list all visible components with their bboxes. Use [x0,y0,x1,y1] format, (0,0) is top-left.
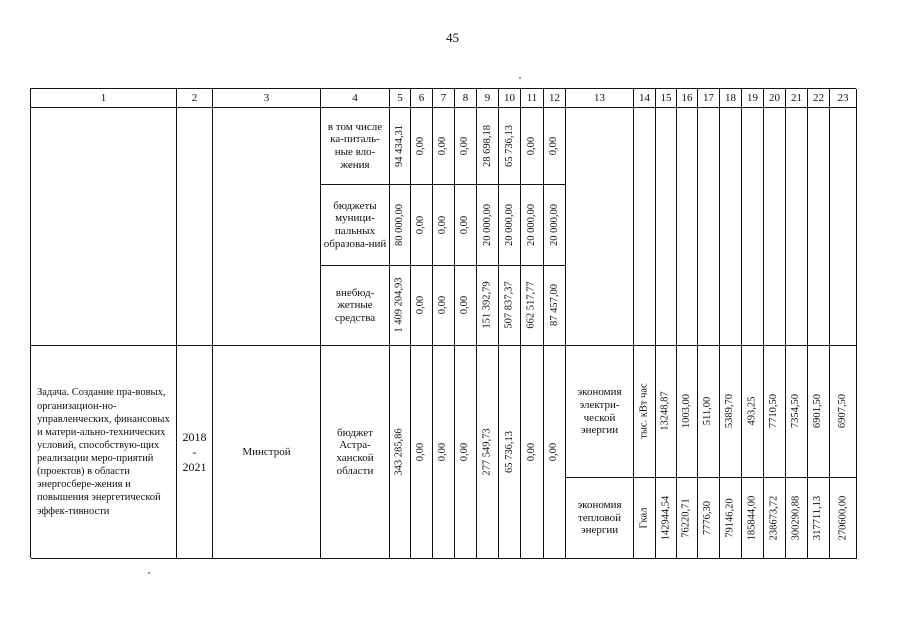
funding-value-cell-text: 0,00 [459,215,471,235]
funding-value-cell [455,266,477,346]
empty-cell [656,108,677,346]
empty-cell [720,108,742,346]
header-cell-14 [634,89,656,108]
header-cell-23 [830,89,857,108]
indicator-value-cell [830,346,857,478]
funding-value-cell-text: 0,00 [548,136,560,156]
indicator-unit-text: Гкал [638,507,650,529]
header-cell-20 [764,89,786,108]
header-cell-1 [31,89,177,108]
page-number: 45 [446,30,459,45]
funding-value-cell [433,185,455,266]
header-cell-5-text: 5 [397,91,403,104]
indicator-value-cell-text: 511,00 [702,397,714,426]
indicator-value-cell [764,346,786,478]
header-cell-12-text: 12 [549,91,560,104]
funding-value-cell [411,108,433,185]
indicator-value-cell [742,478,764,559]
funding-value-cell-text: 20 000,00 [503,204,515,246]
funding-value-cell [544,108,566,185]
task-value-cell-text: 0,00 [437,442,449,462]
header-cell-17 [698,89,720,108]
indicator-value-cell [786,478,808,559]
task-value-cell-text: 343 285,86 [393,428,405,476]
funding-value-cell [411,185,433,266]
task-value-cell [477,346,499,559]
header-cell-4-text: 4 [352,91,358,104]
task-funding-source [321,346,390,559]
indicator-unit [634,478,656,559]
indicator-value-cell [786,346,808,478]
funding-value-cell [433,266,455,346]
header-cell-10 [499,89,521,108]
task-value-cell [455,346,477,559]
funding-value-cell-text: 0,00 [437,215,449,235]
scan-speck [519,77,521,79]
header-cell-3-text: 3 [263,91,270,104]
header-cell-18-text: 18 [725,91,736,104]
funding-value-cell-text: 65 736,13 [503,125,515,167]
indicator-value-cell [764,478,786,559]
indicator-name-text: экономия тепловой энергии [577,499,622,537]
indicator-value-cell-text: 1003,00 [680,394,692,429]
funding-value-cell [499,108,521,185]
header-cell-2-text: 2 [191,91,198,104]
header-cell-9-text: 9 [484,91,491,104]
indicator-value-cell [656,346,677,478]
indicator-unit-text: тыс. кВт час [638,383,650,440]
funding-value-cell-text: 20 000,00 [481,204,493,246]
funding-value-cell-text: 0,00 [437,296,449,315]
funding-value-cell [544,185,566,266]
task-description-text: Задача. Создание пра-вовых, организацион-но-управленческих, финансовых и матери-ально-технических условий, способствую-щих реализации меро-приятий (проектов) в области энергосбере-жения и повышения энергетической эффек-тивности [37,387,170,517]
empty-cell [31,108,177,346]
header-cell-9 [477,89,499,108]
funding-source-label [321,185,390,266]
header-cell-13 [566,89,634,108]
indicator-value-cell-text: 6907,50 [836,394,848,429]
header-cell-21-text: 21 [791,91,802,104]
task-value-cell [390,346,411,559]
header-cell-3 [213,89,321,108]
task-value-cell-text: 0,00 [415,442,427,462]
funding-value-cell-text: 80 000,00 [393,204,405,246]
indicator-value-cell [677,478,698,559]
indicator-value-cell-text: 238673,72 [768,495,780,541]
indicator-value-cell [808,346,830,478]
indicator-value-cell-text: 5389,70 [724,394,736,429]
indicator-value-cell [720,346,742,478]
task-value-cell-text: 0,00 [548,442,560,462]
scan-speck [148,572,150,574]
task-period-period-dash: - [192,444,197,459]
header-cell-4 [321,89,390,108]
indicator-value-cell-text: 493,25 [746,397,758,426]
funding-value-cell-text: 87 457,00 [548,284,560,327]
header-cell-6 [411,89,433,108]
empty-cell [634,108,656,346]
indicator-value-cell-text: 76220,71 [680,498,692,538]
indicator-value-cell [720,478,742,559]
task-value-cell-text: 0,00 [525,442,537,462]
empty-cell [213,108,321,346]
header-cell-20-text: 20 [769,91,780,104]
indicator-value-cell-text: 270600,00 [836,495,848,541]
indicator-unit [634,346,656,478]
funding-source-label [321,108,390,185]
funding-value-cell [433,108,455,185]
indicator-value-cell-text: 7354,50 [790,394,802,429]
header-cell-23-text: 23 [837,91,849,104]
header-cell-14-text: 14 [639,91,650,104]
indicator-value-cell-text: 79146,20 [724,498,736,538]
header-cell-19 [742,89,764,108]
funding-value-cell [390,266,411,346]
header-cell-7 [433,89,455,108]
indicator-value-cell-text: 142944,54 [659,495,671,541]
funding-value-cell [390,108,411,185]
task-value-cell [433,346,455,559]
funding-value-cell [499,266,521,346]
header-cell-11 [521,89,544,108]
indicator-value-cell-text: 7776,30 [702,500,714,536]
funding-value-cell [390,185,411,266]
task-period [177,346,213,559]
funding-value-cell [477,108,499,185]
indicator-value-cell [698,478,720,559]
header-cell-13-text: 13 [594,91,605,104]
header-cell-18 [720,89,742,108]
task-value-cell-text: 65 736,13 [503,431,515,473]
header-cell-8 [455,89,477,108]
indicator-value-cell-text: 13248,87 [659,391,671,432]
task-value-cell [544,346,566,559]
indicator-name [566,346,634,478]
task-executor-text: Минстрой [242,445,291,458]
header-cell-6-text: 6 [418,91,425,104]
task-value-cell-text: 277 549,73 [481,428,493,476]
indicator-name [566,478,634,559]
funding-value-cell [455,108,477,185]
indicator-name-text: экономия электри-ческой энергии [577,386,622,437]
empty-cell [742,108,764,346]
funding-value-cell-text: 28 698,18 [481,125,493,167]
funding-value-cell-text: 0,00 [459,136,471,156]
empty-cell [786,108,808,346]
indicator-value-cell [742,346,764,478]
funding-value-cell [544,266,566,346]
empty-cell [830,108,857,346]
indicator-value-cell [830,478,857,559]
header-cell-8-text: 8 [462,91,469,104]
header-cell-22 [808,89,830,108]
indicator-value-cell-text: 6901,50 [812,394,824,429]
indicator-table [30,88,856,558]
funding-value-cell-text: 662 517,77 [525,281,537,330]
empty-cell [698,108,720,346]
funding-value-cell-text: 1 409 204,93 [393,277,405,334]
header-cell-10-text: 10 [504,91,515,104]
funding-source-label-text: бюджеты муници-пальных образова-ний [323,199,387,250]
task-executor [213,346,321,559]
funding-value-cell [455,185,477,266]
empty-cell [677,108,698,346]
indicator-value-cell-text: 185844,00 [746,495,758,541]
indicator-value-cell [698,346,720,478]
header-cell-12 [544,89,566,108]
funding-value-cell-text: 20 000,00 [548,204,560,246]
funding-source-label-text: в том числе ка-питаль-ные вло-жения [327,120,383,171]
header-cell-11-text: 11 [526,91,538,104]
empty-cell [566,108,634,346]
funding-value-cell [477,185,499,266]
header-cell-21 [786,89,808,108]
indicator-value-cell-text: 317711,13 [812,495,824,541]
header-cell-15-text: 15 [660,91,672,104]
indicator-value-cell [677,346,698,478]
indicator-value-cell [808,478,830,559]
header-cell-16-text: 16 [681,91,693,104]
header-cell-16 [677,89,698,108]
indicator-value-cell [656,478,677,559]
header-cell-7-text: 7 [440,91,447,104]
header-cell-22-text: 22 [813,91,824,104]
funding-value-cell-text: 0,00 [525,136,537,156]
header-cell-15 [656,89,677,108]
task-period-period-end: 2021 [182,459,207,474]
task-value-cell [521,346,544,559]
funding-value-cell [499,185,521,266]
funding-value-cell-text: 0,00 [437,136,449,156]
funding-value-cell-text: 0,00 [415,296,427,315]
empty-cell [177,108,213,346]
indicator-value-cell-text: 7710,50 [768,394,780,429]
funding-value-cell-text: 20 000,00 [525,204,537,246]
funding-source-label [321,266,390,346]
funding-value-cell [521,185,544,266]
header-cell-2 [177,89,213,108]
funding-value-cell [411,266,433,346]
task-value-cell [499,346,521,559]
empty-cell [764,108,786,346]
task-funding-source-text: бюджет Астра-ханской области [336,426,374,477]
header-cell-1-text: 1 [100,91,107,104]
funding-value-cell [521,108,544,185]
funding-value-cell-text: 94 434,31 [393,125,405,167]
funding-value-cell-text: 151 392,79 [481,281,493,330]
header-cell-17-text: 17 [703,91,714,104]
funding-value-cell [521,266,544,346]
funding-value-cell-text: 507 837,37 [503,281,515,330]
header-cell-19-text: 19 [747,91,758,104]
funding-value-cell [477,266,499,346]
empty-cell [808,108,830,346]
indicator-value-cell-text: 300290,88 [790,495,802,541]
funding-value-cell-text: 0,00 [459,296,471,315]
task-value-cell [411,346,433,559]
funding-source-label-text: внебюд-жетные средства [334,286,376,324]
task-period-period-start: 2018 [182,429,207,444]
task-description [31,346,177,559]
funding-value-cell-text: 0,00 [415,136,427,156]
header-cell-5 [390,89,411,108]
funding-value-cell-text: 0,00 [415,215,427,235]
task-value-cell-text: 0,00 [459,442,471,462]
